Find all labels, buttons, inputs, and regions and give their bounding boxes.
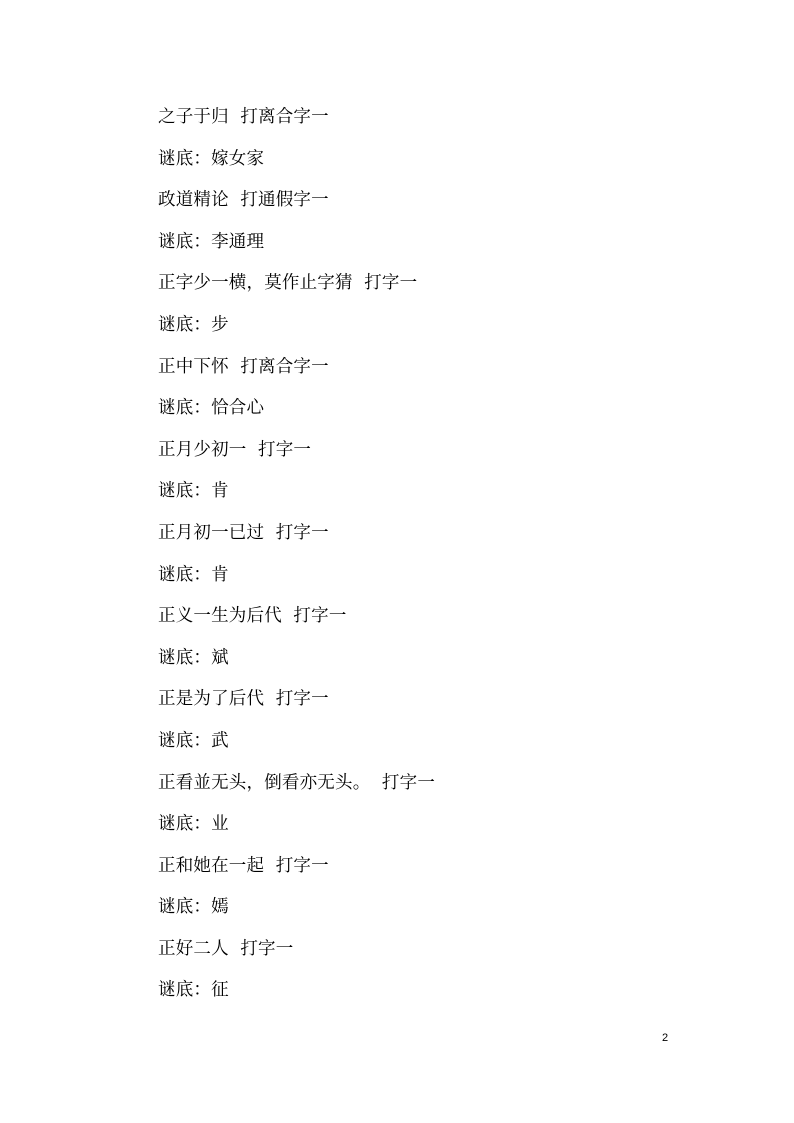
- riddle-question: 正月少初一 打字一: [158, 439, 312, 460]
- riddle-question: 正字少一横，莫作止字猜 打字一: [158, 273, 418, 294]
- riddle-question: 正中下怀 打离合字一: [158, 356, 329, 377]
- riddle-answer: 谜底：肯: [158, 564, 229, 585]
- page-number: 2: [662, 1032, 669, 1044]
- riddle-answer: 谜底：业: [158, 814, 229, 835]
- riddle-answer: 谜底：肯: [158, 481, 229, 502]
- riddle-answer: 谜底：恰合心: [158, 398, 265, 419]
- riddle-question: 正好二人 打字一: [158, 938, 294, 959]
- riddle-answer: 谜底：李通理: [158, 231, 265, 252]
- riddle-question: 政道精论 打通假字一: [158, 190, 329, 211]
- riddle-question: 正是为了后代 打字一: [158, 689, 329, 710]
- riddle-question: 之子于归 打离合字一: [158, 107, 329, 127]
- riddle-question: 正月初一已过 打字一: [158, 522, 329, 543]
- riddle-answer: 谜底：武: [158, 730, 229, 751]
- riddle-answer: 谜底：嫣: [158, 897, 229, 918]
- riddle-question: 正看並无头，倒看亦无头。 打字一: [158, 772, 436, 793]
- riddle-list: [158, 104, 718, 1019]
- riddle-answer: 谜底：步: [158, 314, 229, 335]
- riddle-question: 正义一生为后代 打字一: [158, 606, 347, 627]
- riddle-answer: 谜底：征: [158, 980, 229, 1001]
- riddle-answer: 谜底：斌: [158, 647, 229, 668]
- riddle-answer: 谜底：嫁女家: [158, 148, 265, 169]
- riddle-question: 正和她在一起 打字一: [158, 855, 329, 876]
